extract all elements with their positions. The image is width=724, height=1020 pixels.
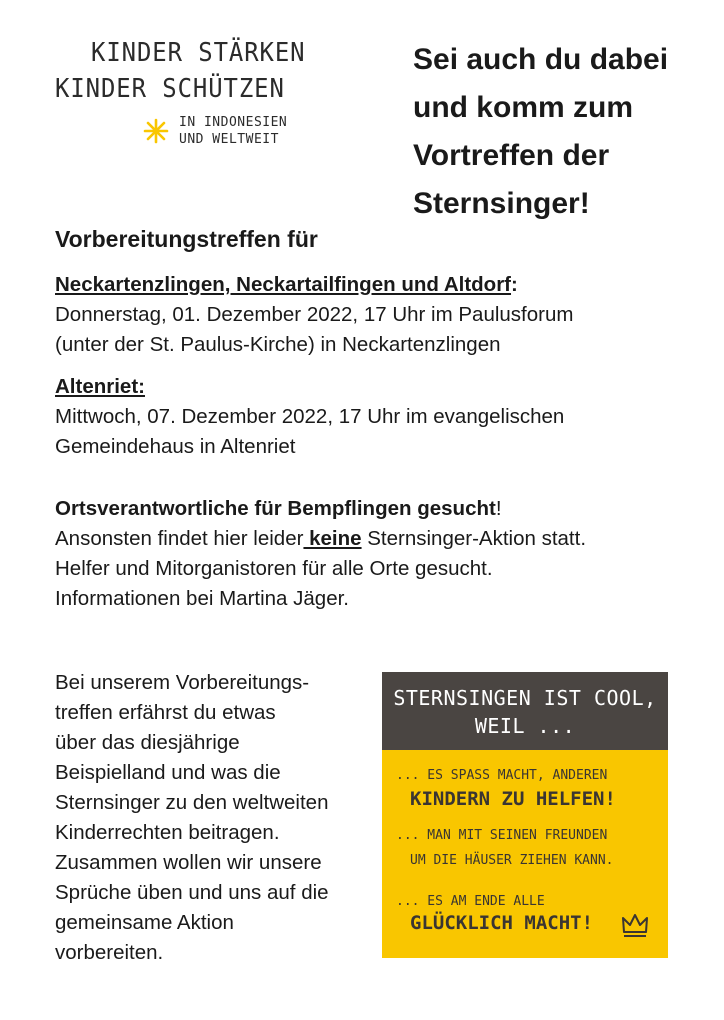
star-icon [143, 118, 169, 144]
poster-title-2: WEIL ... [474, 714, 576, 738]
notice-line-3: Helfer und Mitorganistoren für alle Orte gesucht. [55, 557, 493, 580]
place-2-line-2: Gemeindehaus in Altenriet [55, 435, 296, 458]
place-2 [55, 372, 695, 462]
bottom-line: Sternsinger zu den weltweiten [55, 791, 329, 814]
bottom-line: gemeinsame Aktion [55, 911, 234, 934]
place-1-title-text: Neckartenzlingen, Neckartailfingen und Altdorf [55, 273, 512, 296]
notice-line-2-a: Ansonsten findet hier leider [55, 527, 304, 550]
place-2-title-text: Altenriet: [55, 375, 145, 398]
logo [55, 38, 315, 153]
place-1-colon: : [511, 273, 518, 296]
poster-reason-2a: ... MAN MIT SEINEN FREUNDEN [396, 828, 608, 843]
poster-title-1: STERNSINGEN IST COOL, [393, 686, 657, 710]
notice [55, 494, 695, 614]
sternsingen-poster [382, 672, 668, 958]
bottom-line: vorbereiten. [55, 941, 164, 964]
bottom-line: treffen erfährst du etwas [55, 701, 276, 724]
place-1-line-1: Donnerstag, 01. Dezember 2022, 17 Uhr im Paulusforum [55, 303, 574, 326]
poster-reason-3a: ... ES AM ENDE ALLE [396, 894, 545, 909]
headline-line-1: Sei auch du dabei [413, 43, 669, 76]
bottom-line: Beispielland und was die [55, 761, 281, 784]
headline [413, 36, 703, 228]
bottom-line: Zusammen wollen wir unsere [55, 851, 322, 874]
bottom-text [55, 668, 365, 968]
logo-sub-2: UND WELTWEIT [179, 132, 279, 147]
notice-line-2 [55, 524, 695, 554]
poster-reason-2b: UM DIE HÄUSER ZIEHEN KANN. [410, 853, 614, 868]
bottom-line: Kinderrechten beitragen. [55, 821, 280, 844]
notice-line-1 [55, 494, 695, 524]
bottom-line: Sprüche üben und uns auf die [55, 881, 329, 904]
bottom-line: Bei unserem Vorbereitungs- [55, 671, 310, 694]
poster-reason-1a: ... ES SPASS MACHT, ANDEREN [396, 768, 608, 783]
headline-line-3: Vortreffen der [413, 139, 610, 172]
place-1 [55, 270, 695, 360]
logo-subline [179, 114, 287, 148]
notice-bold: Ortsverantwortliche für Bempflingen gesucht [55, 497, 496, 520]
place-2-title [55, 372, 695, 402]
notice-bang: ! [495, 497, 502, 520]
logo-line-1: KINDER STÄRKEN [91, 38, 306, 68]
poster-reason-3b: GLÜCKLICH MACHT! [410, 912, 594, 934]
notice-line-4: Informationen bei Martina Jäger. [55, 587, 349, 610]
bottom-line: über das diesjährige [55, 731, 240, 754]
logo-sub-1: IN INDONESIEN [179, 115, 288, 130]
section-heading: Vorbereitungstreffen für [55, 226, 318, 252]
headline-line-4: Sternsinger! [413, 187, 590, 220]
notice-line-2-c: Sternsinger-Aktion statt. [361, 527, 587, 550]
poster-reason-1b: KINDERN ZU HELFEN! [410, 788, 616, 810]
place-1-title [55, 270, 695, 300]
logo-line-2: KINDER SCHÜTZEN [55, 74, 285, 104]
place-1-line-2: (unter der St. Paulus-Kirche) in Neckartenzlingen [55, 333, 501, 356]
crown-icon [620, 910, 650, 940]
notice-keine: keine [303, 527, 362, 550]
place-2-line-1: Mittwoch, 07. Dezember 2022, 17 Uhr im evangelischen [55, 405, 565, 428]
poster-title-band [382, 672, 668, 750]
headline-line-2: und komm zum [413, 91, 634, 124]
